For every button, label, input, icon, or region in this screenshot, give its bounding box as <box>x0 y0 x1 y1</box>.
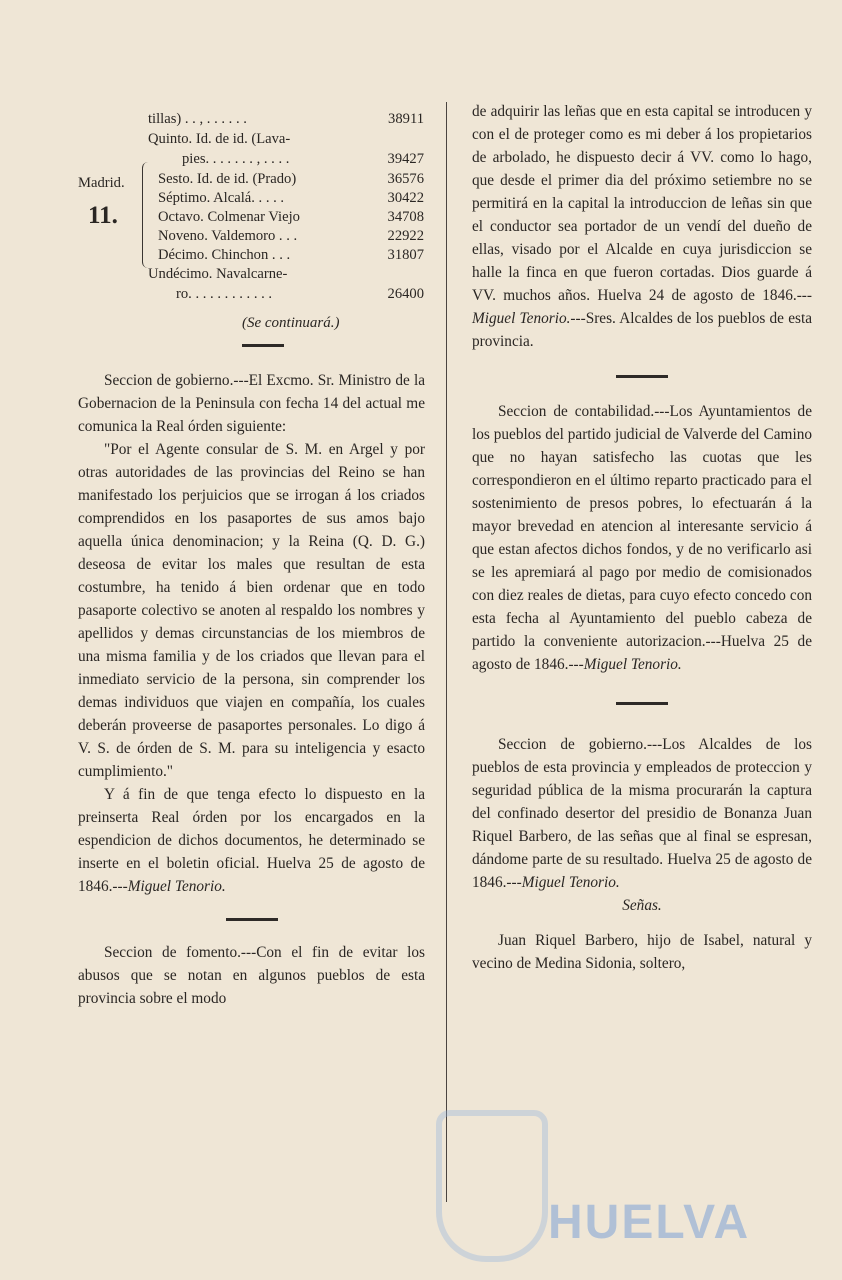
coat-of-arms-watermark <box>436 1110 548 1262</box>
gobierno-captura-paragraph: Seccion de gobierno.---Los Alcaldes de los pueblos de esta provincia y empleados de proteccion y seguridad pública de la misma procurarán la captura del confinado desertor del presidio de Bonanza Juan Riquel Barbero, de las señas que al final se espresan, dándome parte de su resultado. Huelva 25 de agosto de 1846.---Miguel Tenorio. <box>472 736 812 891</box>
real-orden-paragraph: "Por el Agente consular de S. M. en Argel y por otras autoridades de las provincias del Reino se han manifestado los perjuicios que se irrogan á los criados comprendidos en los pasaportes de sus amos bajo aquella única denominacion; y la Reina (Q. D. G.) deseosa de evitar los males que resultan de esta costumbre, ha tenido á bien ordenar que en todo pasaporte colectivo se anoten al respaldo los nombres y apellidos y demas circunstancias de los miembros de una misma familia y de los criados que llevan para el inmediato servicio de la persona, sin comprender los demas individuos que viajen en compañía, los cuales deberán proveerse de pasaportes personales. Lo digo á V. S. de órden de S. M. para su inteligencia y esacto cumplimiento." <box>78 441 425 780</box>
section-rule <box>616 375 668 378</box>
brace <box>142 162 151 268</box>
dispuesto-paragraph: Y á fin de que tenga efecto lo dispuesto en la preinserta Real órden por los encargados en la espendicion de dichos documentos, he determinado se inserte en el boletin oficial. Huelva 25 de agosto de 1846.---Miguel Tenorio. <box>78 786 425 895</box>
signature: Miguel Tenorio. <box>583 656 682 673</box>
section-rule <box>242 344 284 347</box>
lenas-paragraph: de adquirir las leñas que en esta capital se introducen y con el de proteger como es mi deber á los propietarios de arbolado, he dispuesto decir á VV. como lo hago, que desde el primer dia del próximo setiembre no se permitirá en la capital la introduccion de leñas sin que el conductor sea portador de un vendí del dueño de ellas, visado por el Alcalde en cuya jurisdiccion se halle la finca en que fueron cortadas. Dios guarde á VV. muchos años. Huelva 24 de agosto de 1846.---Miguel Tenorio.---Sres. Alcaldes de los pueblos de esta provincia. <box>472 103 812 350</box>
gobierno-paragraph: Seccion de gobierno.---El Excmo. Sr. Ministro de la Gobernacion de la Peninsula con fecha 14 del actual me comunica la Real órden siguiente: <box>78 372 425 435</box>
section-rule <box>226 918 278 921</box>
contabilidad-paragraph: Seccion de contabilidad.---Los Ayuntamientos de los pueblos del partido judicial de Valverde del Camino que no hayan satisfecho las cuotas que les correspondieron en el último reparto practicado para el sostenimiento de presos pobres, lo efectuarán á la mayor brevedad en atencion al interesante servicio á que estan afectos dichos fondos, y de no verificarlo asi se les apremiará al pago por medio de comisionados con diez reales de dietas, para cuyo efecto concedo con esta fecha al Ayuntamiento del pueblo cabeza de partido la conveniente autorizacion.---Huelva 25 de agosto de 1846.---Miguel Tenorio. <box>472 403 812 673</box>
senas-paragraph: Juan Riquel Barbero, hijo de Isabel, natural y vecino de Medina Sidonia, soltero, <box>472 932 812 972</box>
population-table: Madrid. 11. tillas) . . , . . . . . . 38911 Quinto. Id. de id. (Lava- pies. . . . . . . , . . . . 39427 Sesto. Id. de id. (Prado) 36576 Séptimo. Alcalá. . . . . 30422 Octavo. Colmenar Viejo 34708 Noveno. Valdemoro . . . 22922 Décimo. Chinchon . . . 31807 Undécimo. Navalcarne- ro. . . . . . . . . . . . 26400 <box>78 111 424 302</box>
fomento-paragraph: Seccion de fomento.---Con el fin de evitar los abusos que se notan en algunos pueblos de esta provincia sobre el modo <box>78 944 425 1007</box>
continued-note: (Se continuará.) <box>242 315 340 331</box>
senas-heading: Señas. <box>622 897 662 914</box>
table-side-label: Madrid. <box>78 175 125 191</box>
right-column <box>472 100 812 975</box>
signature: Miguel Tenorio. <box>127 878 226 895</box>
left-column <box>78 100 425 1010</box>
signature: Miguel Tenorio. <box>472 310 571 327</box>
signature: Miguel Tenorio. <box>521 874 620 891</box>
table-number: 11. <box>88 202 118 229</box>
huelva-watermark: HUELVA <box>548 1196 751 1249</box>
column-divider <box>446 102 447 1202</box>
section-rule <box>616 702 668 705</box>
